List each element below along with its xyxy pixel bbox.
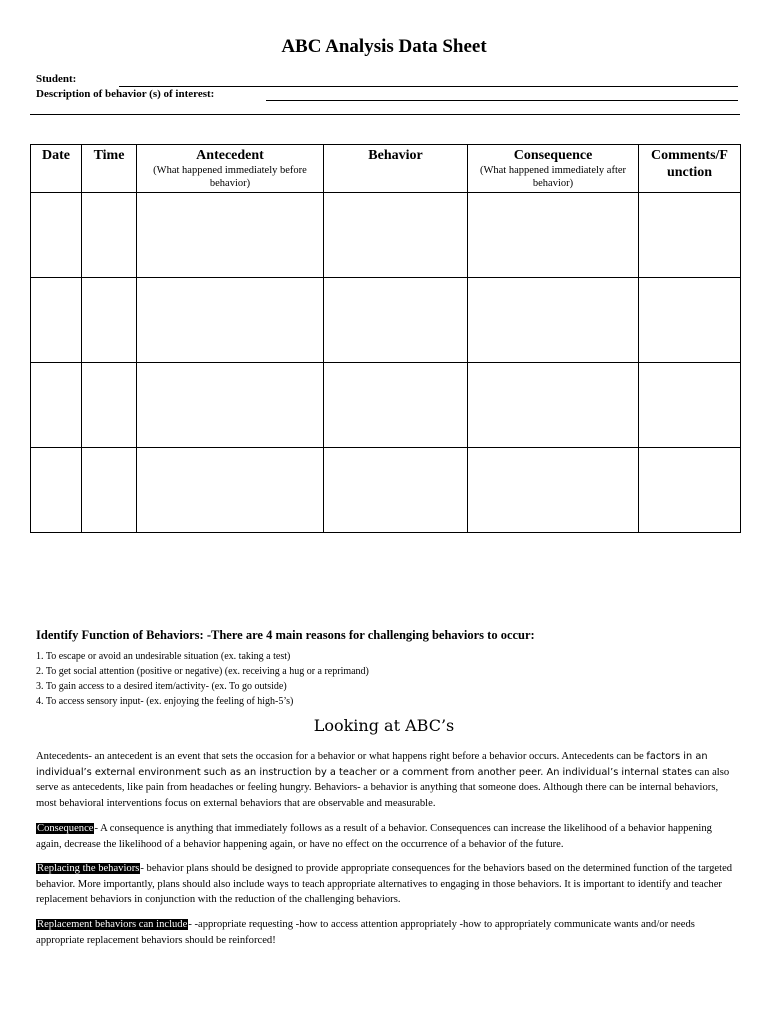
comments-cell[interactable] — [639, 448, 741, 533]
antecedent-cell[interactable] — [137, 278, 324, 363]
replacement-paragraph — [36, 917, 736, 948]
replacing-highlight: Replacing the behaviors — [37, 863, 140, 874]
header-date: Date — [31, 145, 82, 193]
abc-data-table — [30, 144, 741, 533]
consequence-cell[interactable] — [468, 448, 639, 533]
time-cell[interactable] — [82, 193, 137, 278]
header-time: Time — [82, 145, 137, 193]
header-consequence: Consequence (What happened immediately after behavior) — [468, 145, 639, 193]
functions-list — [36, 649, 369, 709]
table-row — [31, 363, 741, 448]
date-cell[interactable] — [31, 363, 82, 448]
page-title: ABC Analysis Data Sheet — [281, 36, 487, 57]
table-row — [31, 193, 741, 278]
header-antecedent: Antecedent (What happened immediately before behavior) — [137, 145, 324, 193]
behavior-cell[interactable] — [324, 363, 468, 448]
consequence-highlight: Consequence — [37, 823, 94, 834]
consequence-cell[interactable] — [468, 193, 639, 278]
functions-heading: Identify Function of Behaviors: -There are 4 main reasons for challenging behaviors to occur: — [36, 628, 535, 642]
looking-at-abcs-heading: Looking at ABC’s — [313, 716, 455, 735]
behavior-cell[interactable] — [324, 193, 468, 278]
date-cell[interactable] — [31, 278, 82, 363]
consequence-cell[interactable] — [468, 363, 639, 448]
replacement-text: - -appropriate requesting -how to access attention appropriately -how to appropriately communicate wants and/or needs appropriate replacement behaviors should be reinforced! — [36, 919, 695, 946]
behavior-description-field[interactable] — [266, 100, 738, 101]
antecedent-cell[interactable] — [137, 193, 324, 278]
list-item: 1. To escape or avoid an undesirable situation (ex. taking a test) — [36, 651, 291, 662]
date-cell[interactable] — [31, 448, 82, 533]
antecedents-text-2: factors in an individual’s external environment such as an instruction by a teacher or a comment from another peer. An individual’s internal states — [36, 751, 708, 778]
antecedents-text-3: can also serve as antecedents, like pain from headaches or feeling hungry. Behaviors- a behavior is anything that someone does. Although there can be internal behaviors, most behavioral interventions focus on external behaviors that are observable and measurable. — [36, 766, 730, 809]
antecedents-text-1: Antecedents- an antecedent is an event that sets the occasion for a behavior or what happens right before a behavior occurs. Antecedents can be — [36, 751, 644, 762]
header-behavior: Behavior — [324, 145, 468, 193]
header-comments-function: Comments/F unction — [639, 145, 741, 193]
consequence-text: - A consequence is anything that immediately follows as a result of a behavior. Consequences can increase the likelihood of a behavior happening again, decrease the likelihood of a behavior happening again, or have no effect on the occurrence of a behavior of the future. — [36, 823, 712, 850]
antecedent-cell[interactable] — [137, 448, 324, 533]
time-cell[interactable] — [82, 448, 137, 533]
comments-cell[interactable] — [639, 193, 741, 278]
comments-cell[interactable] — [639, 363, 741, 448]
table-row — [31, 448, 741, 533]
behavior-cell[interactable] — [324, 278, 468, 363]
time-cell[interactable] — [82, 363, 137, 448]
list-item: 3. To gain access to a desired item/activity- (ex. To go outside) — [36, 681, 287, 692]
divider-line — [30, 114, 740, 115]
student-field[interactable] — [119, 86, 738, 87]
antecedents-paragraph — [36, 749, 736, 811]
consequence-paragraph — [36, 821, 736, 852]
behavior-description-label: Description of behavior (s) of interest: — [36, 88, 215, 100]
replacement-highlight: Replacement behaviors can include — [37, 919, 188, 930]
consequence-cell[interactable] — [468, 278, 639, 363]
antecedent-cell[interactable] — [137, 363, 324, 448]
comments-cell[interactable] — [639, 278, 741, 363]
table-row — [31, 278, 741, 363]
replacing-paragraph — [36, 861, 736, 908]
list-item: 4. To access sensory input- (ex. enjoying the feeling of high-5’s) — [36, 696, 294, 707]
time-cell[interactable] — [82, 278, 137, 363]
student-label: Student: — [36, 73, 77, 85]
date-cell[interactable] — [31, 193, 82, 278]
replacing-text: - behavior plans should be designed to provide appropriate consequences for the behaviors based on the determined function of the targeted behavior. More importantly, plans should also include ways to teach appropriate alternatives to engaging in those behaviors. It is important to identify and teacher replacement behaviors in conjunction with the reduction of the challenging behaviors. — [36, 863, 733, 905]
table-header-row — [31, 145, 741, 193]
list-item: 2. To get social attention (positive or negative) (ex. receiving a hug or a reprimand) — [36, 666, 369, 677]
behavior-cell[interactable] — [324, 448, 468, 533]
